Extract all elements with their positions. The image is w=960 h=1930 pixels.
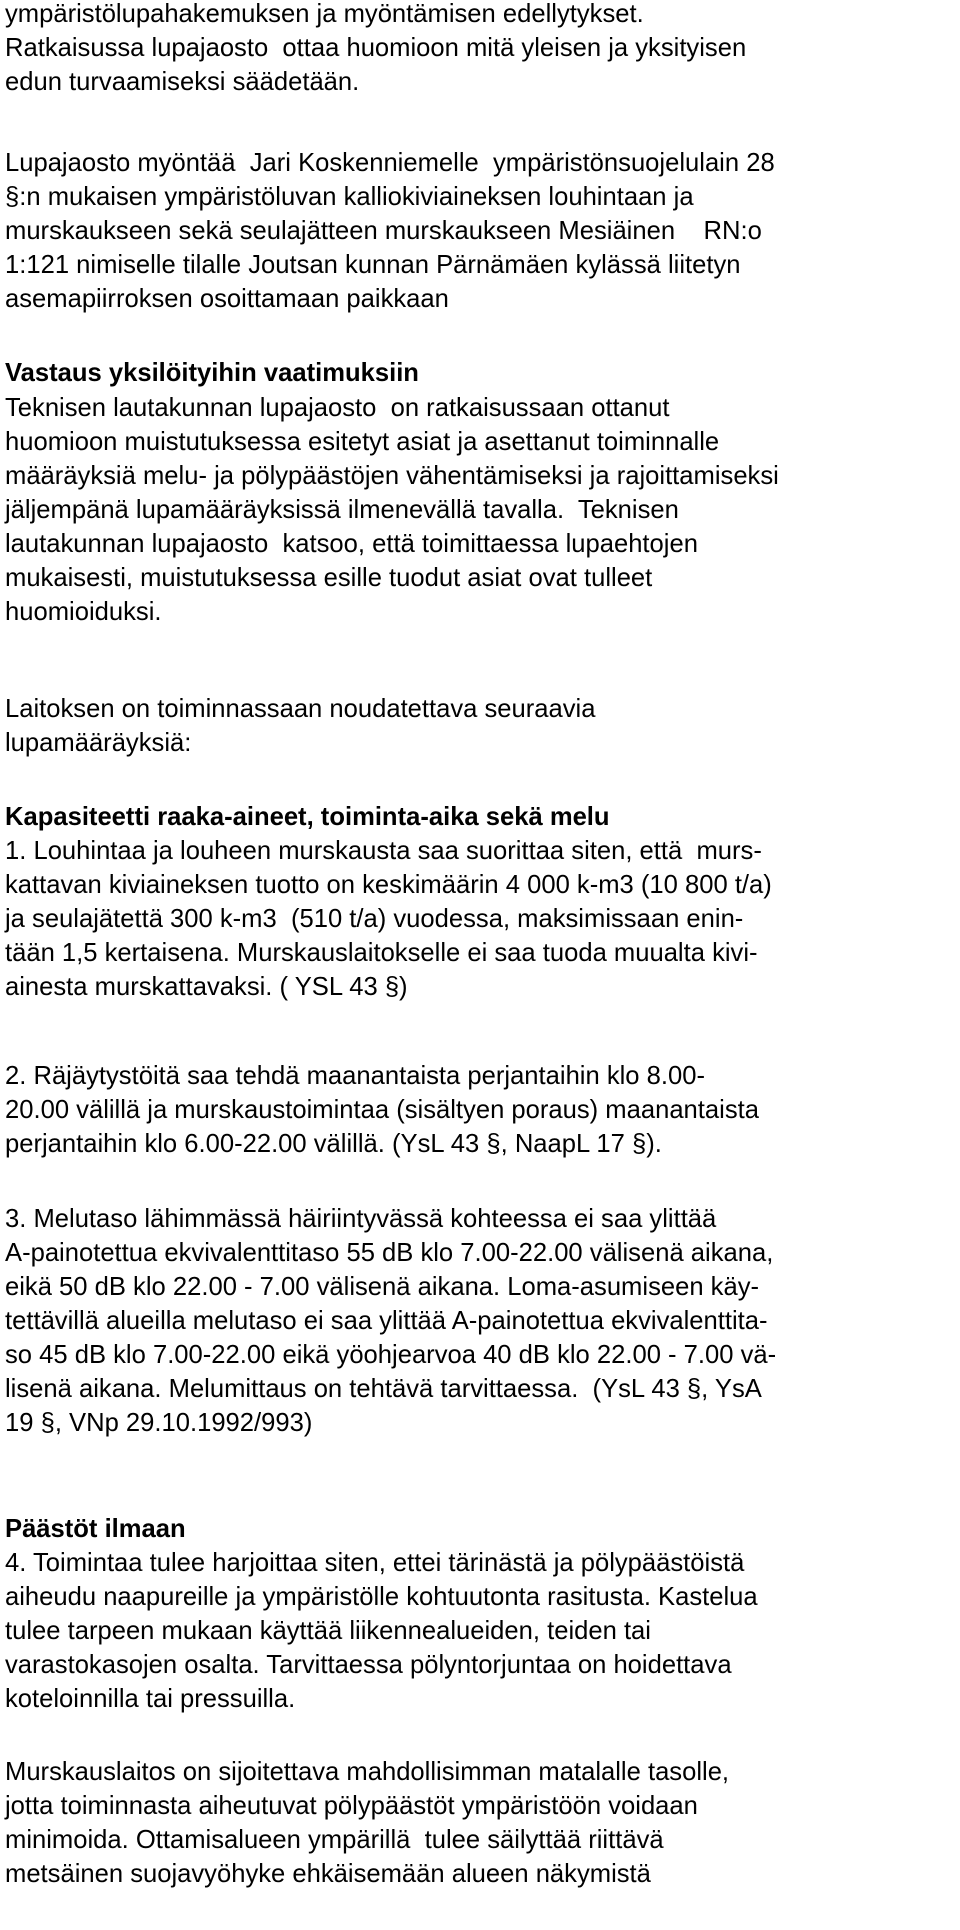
text-line: minimoida. Ottamisalueen ympärillä tulee säilyttää riittävä	[5, 1826, 664, 1854]
text-line: §:n mukaisen ympäristöluvan kalliokiviaineksen louhintaan ja	[5, 183, 694, 211]
text-line: Lupajaosto myöntää Jari Koskenniemelle ympäristönsuojelulain 28	[5, 149, 775, 177]
text-line: mukaisesti, muistutuksessa esille tuodut asiat ovat tulleet	[5, 564, 653, 592]
text-line: kattavan kiviaineksen tuotto on keskimäärin 4 000 k-m3 (10 800 t/a)	[5, 871, 772, 899]
text-line: metsäinen suojavyöhyke ehkäisemään alueen näkymistä	[5, 1860, 651, 1888]
text-line: huomioiduksi.	[5, 598, 162, 626]
paragraph-intro	[5, 0, 953, 99]
text-line: lautakunnan lupajaosto katsoo, että toimittaessa lupaehtojen	[5, 530, 698, 558]
paragraph-crusher-placement	[5, 1755, 953, 1891]
text-line: 19 §, VNp 29.10.1992/993)	[5, 1409, 313, 1437]
text-line: 3. Melutaso lähimmässä häiriintyvässä kohteessa ei saa ylittää	[5, 1205, 717, 1233]
text-line: eikä 50 dB klo 22.00 - 7.00 välisenä aikana. Loma-asumiseen käy-	[5, 1273, 760, 1301]
condition-item-4	[5, 1546, 953, 1716]
text-line: ympäristölupahakemuksen ja myöntämisen edellytykset.	[5, 0, 644, 28]
paragraph-conditions-intro	[5, 692, 953, 760]
text-line: ja seulajätettä 300 k-m3 (510 t/a) vuodessa, maksimissaan enin-	[5, 905, 744, 933]
text-line: jotta toiminnasta aiheutuvat pölypäästöt ympäristöön voidaan	[5, 1792, 698, 1820]
section-heading-kapasiteetti: Kapasiteetti raaka-aineet, toiminta-aika sekä melu	[5, 803, 610, 831]
text-line: Laitoksen on toiminnassaan noudatettava seuraavia	[5, 695, 596, 723]
text-line: tulee tarpeen mukaan käyttää liikennealueiden, teiden tai	[5, 1617, 651, 1645]
paragraph-response	[5, 391, 953, 629]
section-heading-paastot: Päästöt ilmaan	[5, 1515, 186, 1543]
text-line: 1:121 nimiselle tilalle Joutsan kunnan Pärnämäen kylässä liitetyn	[5, 251, 741, 279]
text-line: Teknisen lautakunnan lupajaosto on ratkaisussaan ottanut	[5, 394, 670, 422]
text-line: asemapiirroksen osoittamaan paikkaan	[5, 285, 449, 313]
text-line: Murskauslaitos on sijoitettava mahdollisimman matalalle tasolle,	[5, 1758, 730, 1786]
text-line: 2. Räjäytystöitä saa tehdä maanantaista perjantaihin klo 8.00-	[5, 1062, 705, 1090]
text-line: 1. Louhintaa ja louheen murskausta saa suorittaa siten, että murs-	[5, 837, 762, 865]
text-line: A-painotettua ekvivalenttitaso 55 dB klo 7.00-22.00 välisenä aikana,	[5, 1239, 774, 1267]
text-line: määräyksiä melu- ja pölypäästöjen vähentämiseksi ja rajoittamiseksi	[5, 462, 779, 490]
text-line: lisenä aikana. Melumittaus on tehtävä tarvittaessa. (YsL 43 §, YsA	[5, 1375, 762, 1403]
text-line: tettävillä alueilla melutaso ei saa ylittää A-painotettua ekvivalenttita-	[5, 1307, 768, 1335]
text-line: edun turvaamiseksi säädetään.	[5, 68, 360, 96]
text-line: 4. Toimintaa tulee harjoittaa siten, ettei tärinästä ja pölypäästöistä	[5, 1549, 745, 1577]
text-line: ainesta murskattavaksi. ( YSL 43 §)	[5, 973, 408, 1001]
text-line: aiheudu naapureille ja ympäristölle kohtuutonta rasitusta. Kastelua	[5, 1583, 758, 1611]
text-line: huomioon muistutuksessa esitetyt asiat ja asettanut toiminnalle	[5, 428, 720, 456]
text-line: perjantaihin klo 6.00-22.00 välillä. (YsL 43 §, NaapL 17 §).	[5, 1130, 662, 1158]
section-heading-vastaus: Vastaus yksilöityihin vaatimuksiin	[5, 359, 419, 387]
text-line: tään 1,5 kertaisena. Murskauslaitokselle ei saa tuoda muualta kivi-	[5, 939, 758, 967]
text-line: Ratkaisussa lupajaosto ottaa huomioon mitä yleisen ja yksityisen	[5, 34, 747, 62]
text-line: murskaukseen sekä seulajätteen murskaukseen Mesiäinen RN:o	[5, 217, 762, 245]
text-line: varastokasojen osalta. Tarvittaessa pölyntorjuntaa on hoidettava	[5, 1651, 732, 1679]
text-line: so 45 dB klo 7.00-22.00 eikä yöohjearvoa 40 dB klo 22.00 - 7.00 vä-	[5, 1341, 777, 1369]
text-line: jäljempänä lupamääräyksissä ilmenevällä tavalla. Teknisen	[5, 496, 679, 524]
paragraph-permit-decision	[5, 146, 953, 316]
text-line: 20.00 välillä ja murskaustoimintaa (sisältyen poraus) maanantaista	[5, 1096, 759, 1124]
text-line: lupamääräyksiä:	[5, 729, 192, 757]
condition-item-3	[5, 1202, 953, 1440]
condition-item-1	[5, 834, 953, 1004]
condition-item-2	[5, 1059, 953, 1161]
text-line: koteloinnilla tai pressuilla.	[5, 1685, 296, 1713]
